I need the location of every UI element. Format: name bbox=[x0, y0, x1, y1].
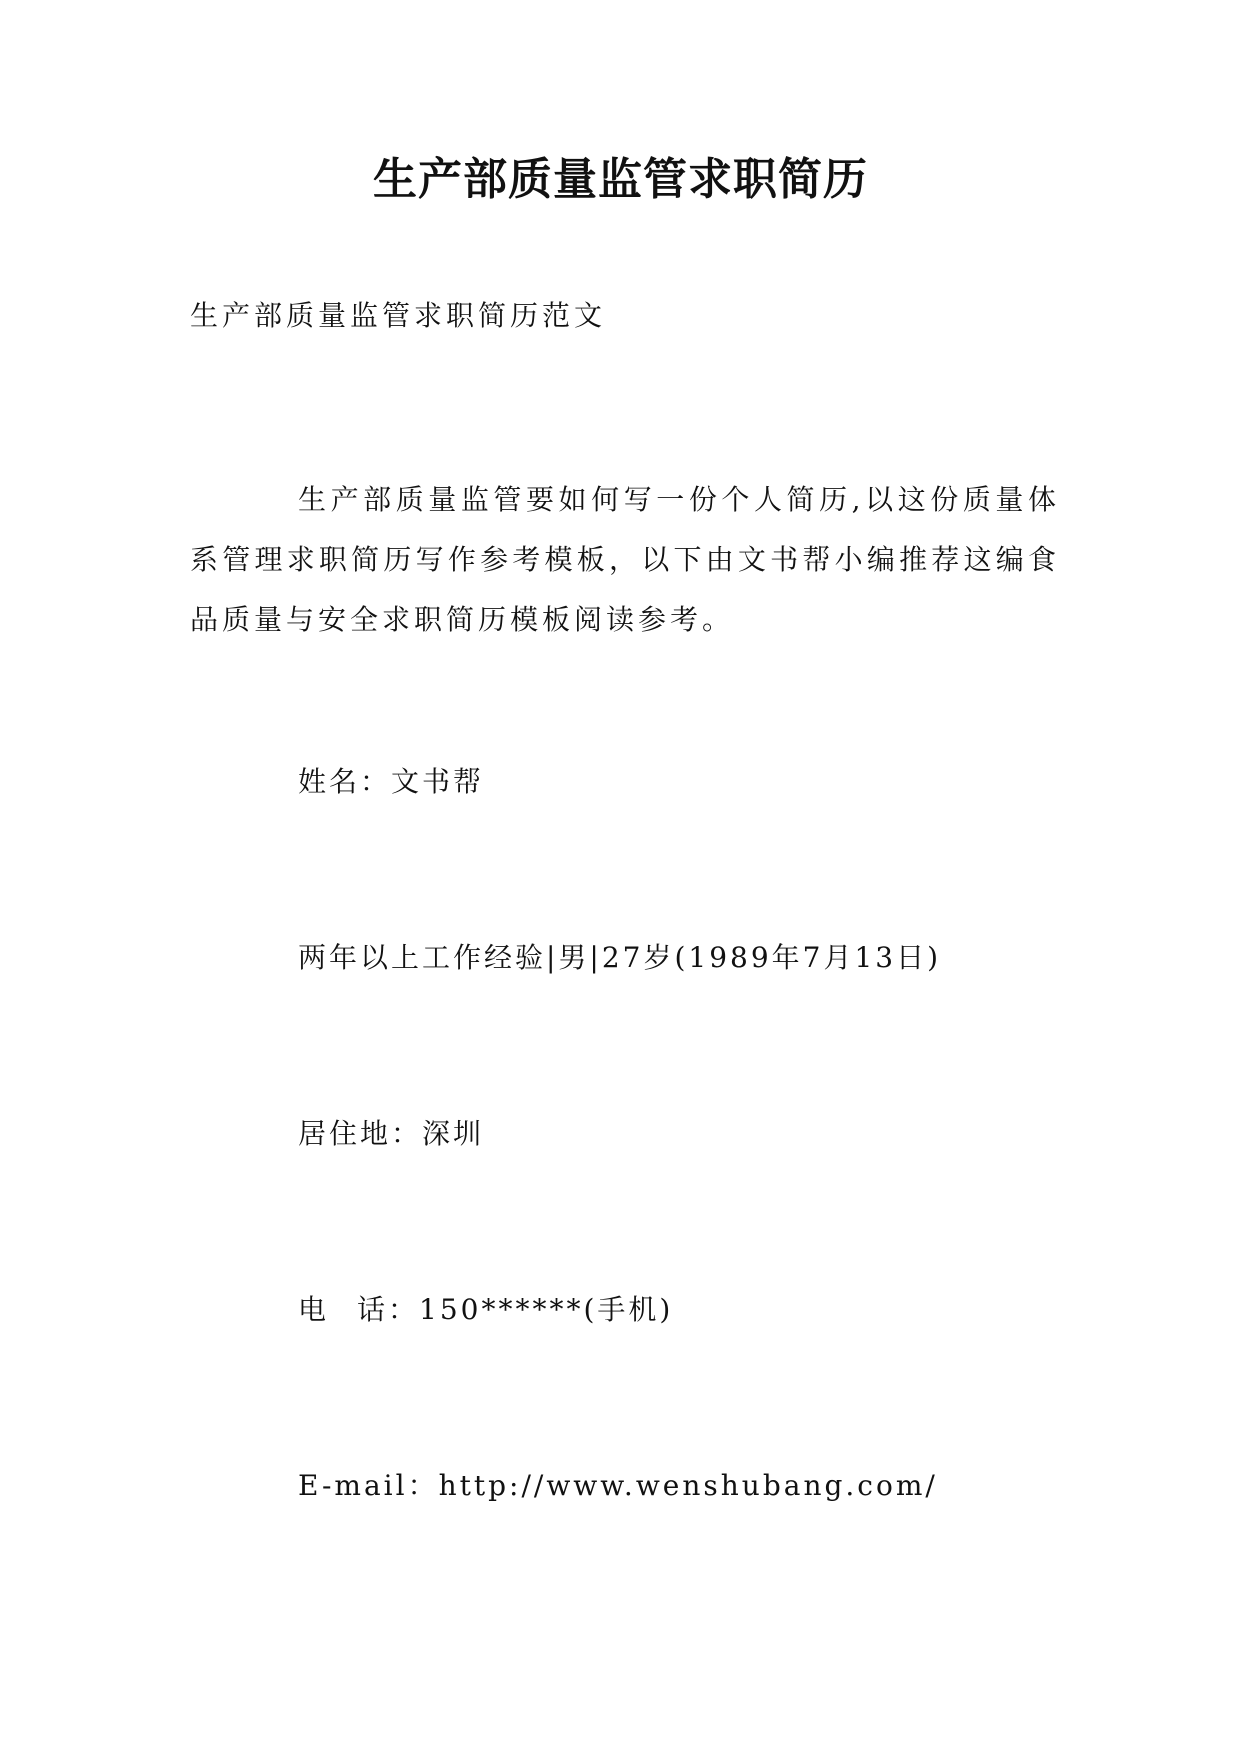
document-subtitle: 生产部质量监管求职简历范文 bbox=[190, 299, 607, 332]
name-field: 姓名：文书帮 bbox=[298, 765, 485, 798]
phone-field bbox=[298, 1290, 673, 1330]
experience-field: 两年以上工作经验|男|27岁(1989年7月13日) bbox=[298, 941, 942, 974]
intro-paragraph: 生产部质量监管要如何写一份个人简历,以这份质量体系管理求职简历写作参考模板，以下由文书帮小编推荐这编食品质量与安全求职简历模板阅读参考。 bbox=[190, 483, 1060, 636]
document-title: 生产部质量监管求职简历 bbox=[373, 154, 868, 205]
phone-label-part-2: 话：150******(手机) bbox=[357, 1293, 674, 1326]
phone-label-part-1: 电 bbox=[298, 1293, 330, 1326]
email-field: E-mail：http://www.wenshubang.com/ bbox=[298, 1469, 938, 1502]
residence-field: 居住地：深圳 bbox=[298, 1117, 485, 1150]
